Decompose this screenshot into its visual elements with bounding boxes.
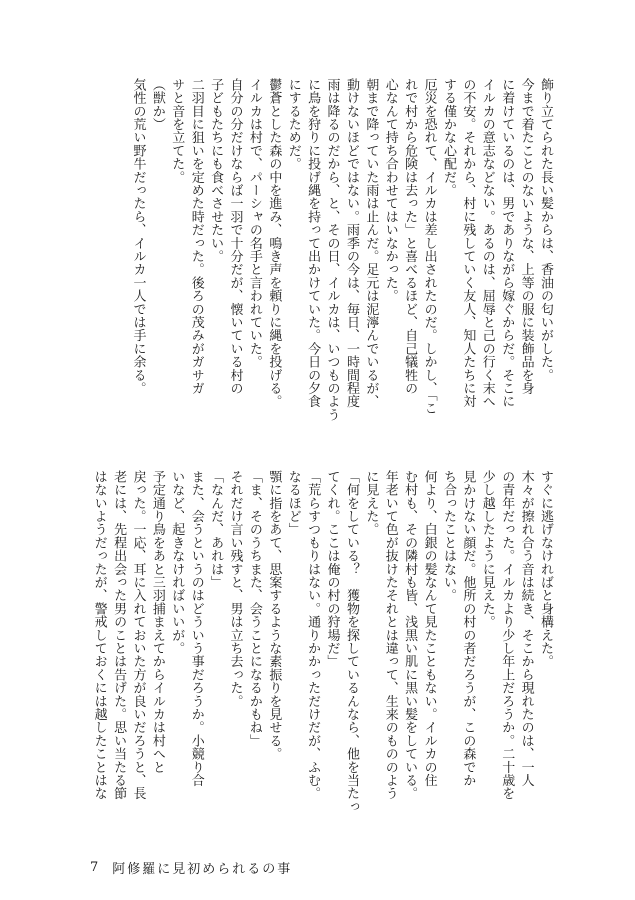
text-line: 見かけない顔だ。他所の村の者だろうが、この森でか (460, 470, 476, 787)
text-line: サと音を立てた。 (169, 78, 185, 184)
text-line: また、会うというのはどういう事だろうか。小競り合 (188, 470, 204, 787)
text-line: イルカの意志などない。あるのは、屈辱と己の行く末へ (479, 78, 495, 408)
text-line: 動けないほどではない。雨季の今は、毎日、一時間程度 (343, 78, 359, 408)
text-block-lower (83, 470, 555, 830)
text-line: 老には、先程出会った男のことは告げた。思い当たる節 (111, 470, 127, 800)
text-line: はないようだったが、警戒しておくには越したことはな (91, 470, 107, 800)
text-line: 厄災を恐れて、イルカは差し出されたのだ。しかし、「こ (421, 78, 437, 415)
page-number: 7 (90, 859, 99, 875)
text-line: 「ま、そのうちまた、会うことになるかもね」 (246, 470, 262, 748)
text-line: 「何をしている？ 獲物を探しているんなら、他を当たっ (343, 470, 359, 814)
text-line: イルカは村で、パーシャの名手と言われていた。 (246, 78, 262, 369)
page-footer (90, 858, 292, 876)
text-line: に着けているのは、男でありながら嫁ぐからだ。そこに (499, 78, 515, 408)
text-line: にするためだ。 (285, 78, 301, 171)
text-line: 飾り立てられた長い髪からは、香油の匂いがした。 (538, 78, 553, 382)
text-line: に鳥を狩りに投げ縄を持って出かけていた。今日の夕食 (305, 78, 321, 408)
text-line: 戻った。一応、耳に入れておいた方が良いだろうと、長 (130, 470, 146, 800)
text-line: 二羽目に狙いを定めた時だった。後ろの茂みがガサガ (188, 78, 204, 395)
text-line: 自分の分だけならば一羽で十分だが、懐いている村の (227, 78, 243, 395)
text-line: 「なんだ、あれは」 (208, 470, 224, 589)
text-line: 木々が擦れ合う音は続き、そこから現れたのは、一人 (518, 470, 534, 787)
text-block-upper (83, 78, 555, 438)
text-line: （獣か） (149, 78, 165, 131)
text-line: 雨は降るのだから、と、その日、イルカは、いつものよう (324, 78, 340, 422)
text-line: 今まで着たことのないような、上等の服に装飾品を身 (518, 78, 534, 395)
text-line: 予定通り鳥をあと三羽捕まえてからイルカは村へと (149, 470, 165, 774)
text-line: それだけ言い残すと、男は立ち去った。 (227, 470, 243, 708)
text-line: 「荒らすつもりはない。通りかかっただけだが、ふむ。 (305, 470, 321, 800)
text-line: 心なんて持ち合わせてはいなかった。 (382, 78, 398, 303)
text-line: の不安。それから、村に残していく友人、知人たちに対 (460, 78, 476, 408)
text-line: れで村から危険は去った」と喜べるほど、自己犠牲の (402, 78, 418, 395)
text-line: いなど、起きなければいいが。 (169, 470, 185, 655)
text-line: ち合ったことはない。 (440, 470, 456, 602)
text-line: すぐに逃げなければと身構えた。 (538, 470, 553, 668)
text-line: 子どもたちにも食べさせたい。 (208, 78, 224, 263)
text-line: 年老いて色が抜けたそれとは違って、生来のもののよう (382, 470, 398, 800)
text-line: に見えた。 (363, 470, 379, 536)
text-line: 朝まで降っていた雨は止んだ。足元は泥濘んでいるが、 (363, 78, 379, 408)
text-line: 気性の荒い野牛だったら、イルカ一人では手に余る。 (130, 78, 146, 395)
text-line: なるほど」 (285, 470, 301, 536)
text-line: 少し越したように見えた。 (479, 470, 495, 629)
text-line: の青年だった。イルカより少し年上だろうか。二十歳を (499, 470, 515, 800)
text-line: む村も、その隣村も皆、浅黒い肌に黒い髪をしている。 (402, 470, 418, 800)
text-line: 何より、白銀の髪なんて見たこともない。イルカの住 (421, 470, 437, 787)
running-title: 阿修羅に見初められるの事 (112, 861, 293, 877)
text-line: 顎に指をあて、思案するような素振りを見せる。 (266, 470, 282, 761)
text-line: する僅かな心配だ。 (440, 78, 456, 197)
text-line: 鬱蒼とした森の中を進み、鳴き声を頼りに縄を投げる。 (266, 78, 282, 408)
text-line: てくれ。ここは俺の村の狩場だ」 (324, 470, 340, 668)
